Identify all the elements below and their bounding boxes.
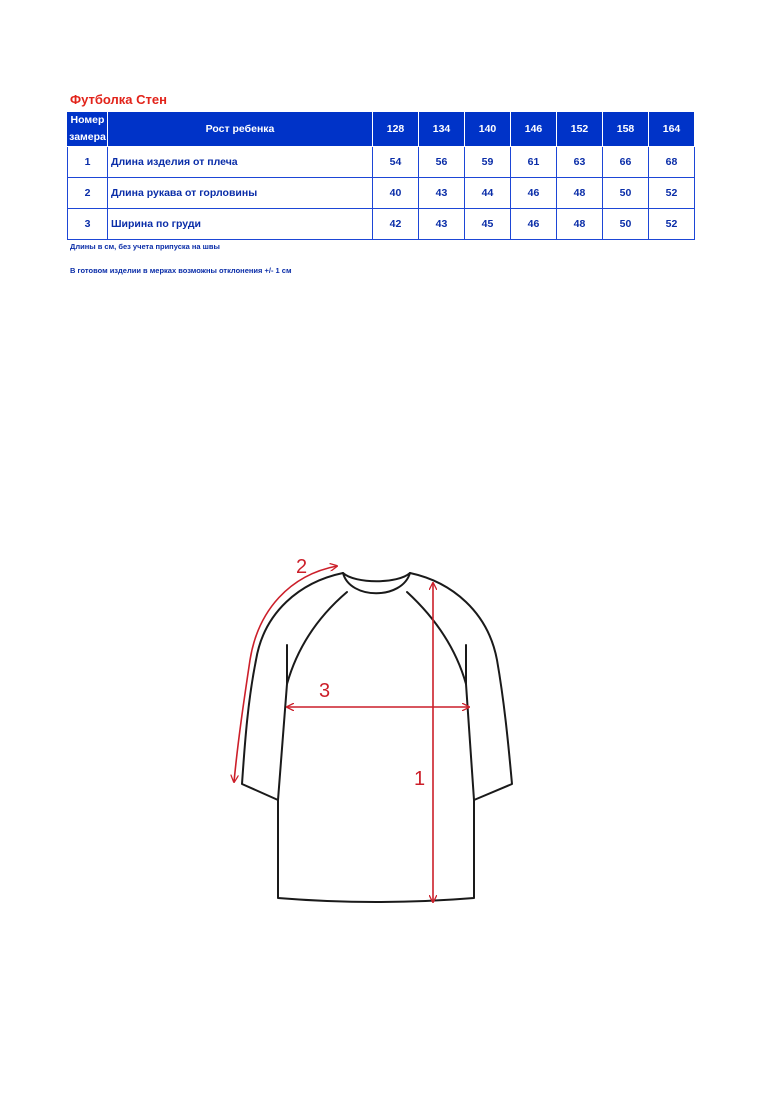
cell-value: 56	[419, 147, 465, 178]
cell-value: 46	[511, 209, 557, 240]
measure-label-2: 2	[296, 556, 308, 578]
row-number: 1	[68, 147, 108, 178]
measurement-lines	[234, 566, 469, 902]
header-size: 146	[511, 112, 557, 147]
cell-value: 48	[557, 209, 603, 240]
measure-label-1: 1	[414, 768, 426, 790]
cell-value: 54	[373, 147, 419, 178]
cell-value: 59	[465, 147, 511, 178]
cell-value: 43	[419, 209, 465, 240]
left-raglan-seam	[287, 592, 347, 684]
cell-value: 50	[603, 209, 649, 240]
row-number: 2	[68, 178, 108, 209]
right-sleeve-outline	[410, 573, 512, 800]
cell-value: 61	[511, 147, 557, 178]
note-seam-allowance: Длины в см, без учета припуска на швы	[70, 242, 220, 251]
sleeve-length-arrow	[234, 566, 337, 782]
row-name: Длина изделия от плеча	[108, 147, 373, 178]
header-size: 158	[603, 112, 649, 147]
cell-value: 46	[511, 178, 557, 209]
cell-value: 43	[419, 178, 465, 209]
page-title: Футболка Стен	[70, 92, 167, 107]
cell-value: 50	[603, 178, 649, 209]
cell-value: 45	[465, 209, 511, 240]
cell-value: 63	[557, 147, 603, 178]
collar-outer	[343, 573, 410, 593]
cell-value: 52	[649, 209, 695, 240]
right-side-seam	[466, 645, 474, 800]
cell-value: 42	[373, 209, 419, 240]
header-size: 128	[373, 112, 419, 147]
cell-value: 52	[649, 178, 695, 209]
cell-value: 40	[373, 178, 419, 209]
right-raglan-seam	[407, 592, 466, 684]
header-child-height: Рост ребенка	[108, 112, 373, 147]
header-size: 152	[557, 112, 603, 147]
header-size: 134	[419, 112, 465, 147]
measure-label-3: 3	[319, 680, 331, 702]
row-name: Длина рукава от горловины	[108, 178, 373, 209]
row-number: 3	[68, 209, 108, 240]
left-side-seam	[278, 645, 287, 800]
header-size: 164	[649, 112, 695, 147]
header-size: 140	[465, 112, 511, 147]
row-name: Ширина по груди	[108, 209, 373, 240]
cell-value: 44	[465, 178, 511, 209]
tshirt-outline	[242, 573, 512, 902]
tshirt-body-outline	[278, 800, 474, 902]
cell-value: 66	[603, 147, 649, 178]
cell-value: 48	[557, 178, 603, 209]
note-tolerance: В готовом изделии в мерках возможны отклонения +/- 1 см	[70, 266, 292, 275]
collar-inner	[343, 573, 410, 581]
header-measure-number: Номер замера	[68, 112, 108, 147]
cell-value: 68	[649, 147, 695, 178]
